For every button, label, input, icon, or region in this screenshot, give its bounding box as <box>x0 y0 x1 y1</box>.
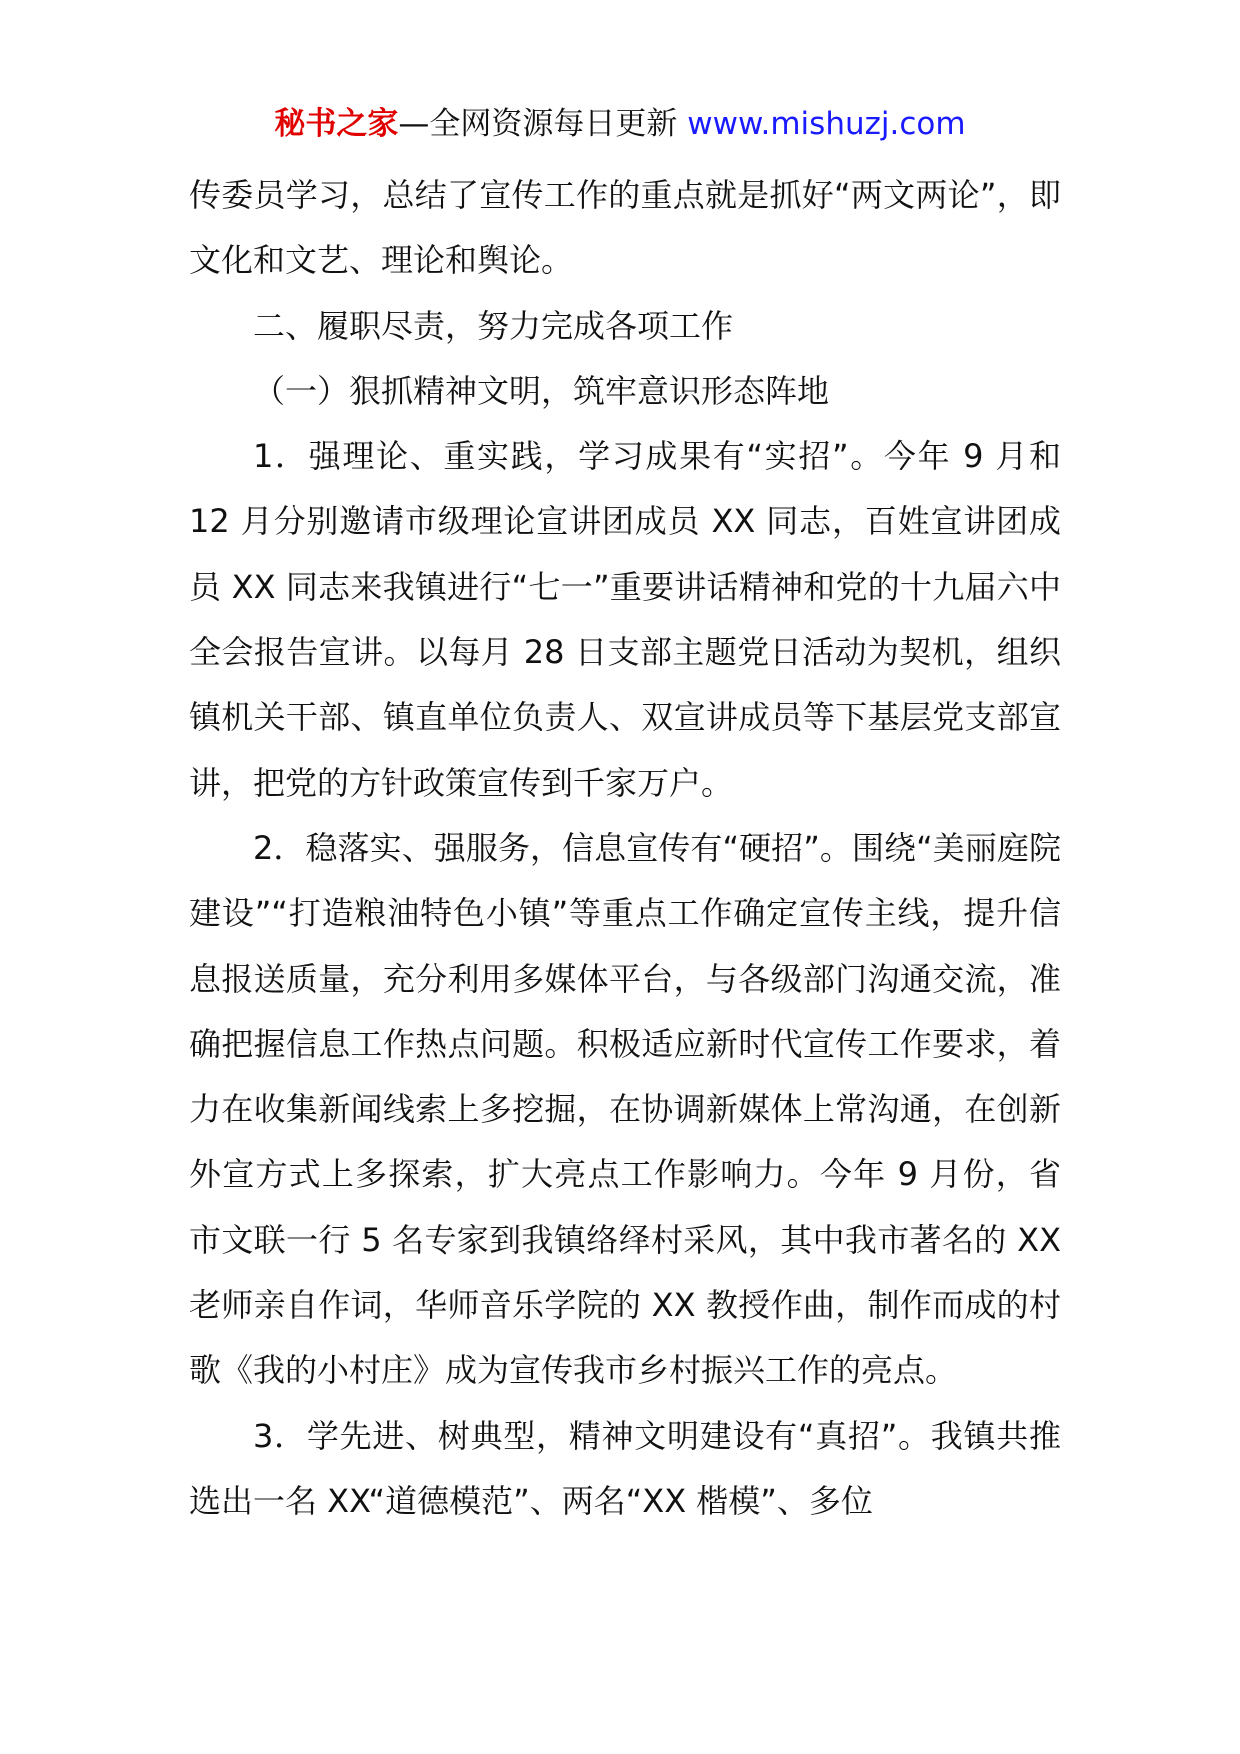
document-body <box>189 163 1061 1534</box>
paragraph-item-1: 1．强理论、重实践，学习成果有“实招”。今年 9 月和 12 月分别邀请市级理论宣讲团成员 XX 同志，百姓宣讲团成员 XX 同志来我镇进行“七一”重要讲话精神和党的十九届六中全会报告宣讲。以每月 28 日支部主题党日活动为契机，组织镇机关干部、镇直单位负责人、双宣讲成员等下基层党支部宣讲，把党的方针政策宣传到千家万户。 <box>189 437 1061 802</box>
paragraph-item-2: 2．稳落实、强服务，信息宣传有“硬招”。围绕“美丽庭院建设”“打造粮油特色小镇”等重点工作确定宣传主线，提升信息报送质量，充分利用多媒体平台，与各级部门沟通交流，准确把握信息工作热点问题。积极适应新时代宣传工作要求，着力在收集新闻线索上多挖掘，在协调新媒体上常沟通，在创新外宣方式上多探索，扩大亮点工作影响力。今年 9 月份，省市文联一行 5 名专家到我镇络绎村采风，其中我市著名的 XX 老师亲自作词，华师音乐学院的 XX 教授作曲，制作而成的村歌《我的小村庄》成为宣传我市乡村振兴工作的亮点。 <box>189 828 1061 1390</box>
header-tagline: —全网资源每日更新 <box>398 106 678 142</box>
paragraph-item-3: 3．学先进、树典型，精神文明建设有“真招”。我镇共推选出一名 XX“道德模范”、两名“XX 楷模”、多位 <box>189 1416 1061 1520</box>
paragraph-continuation: 传委员学习，总结了宣传工作的重点就是抓好“两文两论”，即文化和文艺、理论和舆论。 <box>189 176 1061 280</box>
brand-name: 秘书之家 <box>274 106 399 142</box>
section-heading: 二、履职尽责，努力完成各项工作 <box>253 306 734 345</box>
site-url-link[interactable]: www.mishuzj.com <box>687 106 966 142</box>
subsection-heading: （一）狠抓精神文明，筑牢意识形态阵地 <box>253 371 830 410</box>
site-header <box>0 104 1240 144</box>
